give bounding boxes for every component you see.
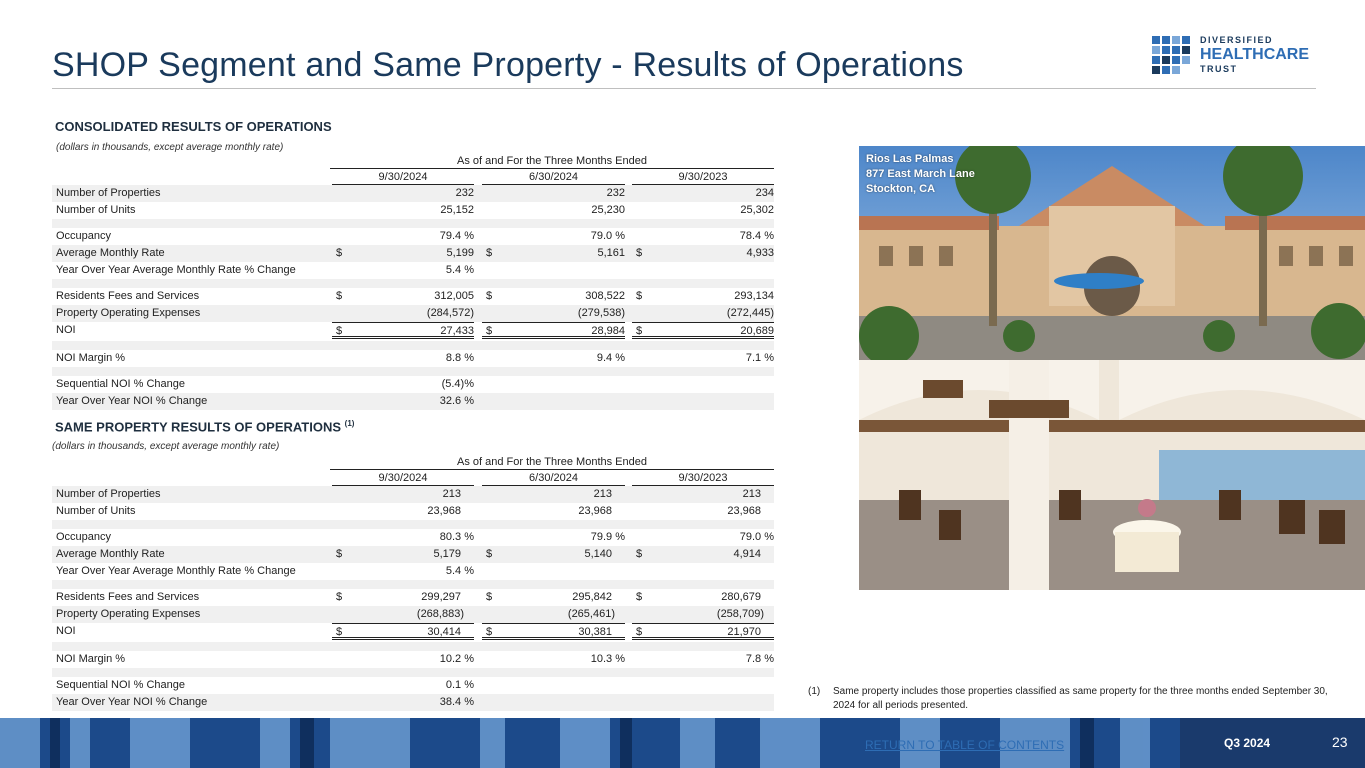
- cell-value: 30,414: [427, 626, 461, 638]
- cell-value: 299,297: [421, 591, 461, 603]
- cell-value: 0.1 %: [445, 679, 474, 691]
- cell-value: 5.4 %: [445, 565, 474, 577]
- cell-value: (272,445): [726, 307, 774, 319]
- footnote-number: (1): [808, 686, 821, 697]
- property-name: Rios Las Palmas: [866, 153, 954, 165]
- cell-value: 27,433: [440, 325, 474, 337]
- table-row: [52, 606, 774, 623]
- table-row: [52, 202, 774, 219]
- row-label: Year Over Year NOI % Change: [56, 696, 208, 708]
- row-label: Sequential NOI % Change: [56, 378, 186, 390]
- row-label: Number of Units: [56, 505, 136, 517]
- row-label: Number of Units: [56, 204, 136, 216]
- table-row: [52, 694, 774, 711]
- cell-value: 5,199: [446, 247, 474, 259]
- quarter-label: Q3 2024: [1224, 736, 1271, 750]
- row-label: NOI Margin %: [56, 352, 126, 364]
- table-row: [52, 185, 774, 202]
- table-row: [52, 350, 774, 367]
- footnote-ref: (1): [344, 419, 355, 428]
- footer-band: [0, 718, 1365, 768]
- cell-value: 213: [442, 488, 461, 500]
- cell-value: 7.8 %: [745, 653, 774, 665]
- page-title: SHOP Segment and Same Property - Results of Operations: [52, 46, 964, 84]
- table-row: [52, 486, 774, 503]
- cell-value: 78.4 %: [739, 230, 774, 242]
- row-label: Year Over Year Average Monthly Rate % Change: [56, 565, 296, 577]
- cell-value: 38.4 %: [439, 696, 474, 708]
- table-row: [52, 322, 774, 341]
- property-interior-photo: [859, 360, 1365, 590]
- currency-symbol: $: [636, 247, 643, 259]
- property-street: 877 East March Lane: [866, 168, 975, 180]
- table-row: [52, 529, 774, 546]
- cell-value: 308,522: [585, 290, 625, 302]
- cell-value: 5,140: [584, 548, 612, 560]
- row-label: Property Operating Expenses: [56, 307, 201, 319]
- row-label: NOI: [56, 324, 76, 336]
- consolidated-subheading: (dollars in thousands, except average monthly rate): [56, 142, 284, 153]
- column-header: 9/30/2024: [332, 171, 474, 185]
- table-row: [52, 503, 774, 520]
- same-property-subheading: (dollars in thousands, except average monthly rate): [52, 441, 280, 452]
- currency-symbol: $: [336, 626, 343, 638]
- row-label: Number of Properties: [56, 488, 161, 500]
- cell-value: 4,914: [733, 548, 761, 560]
- photo-caption: [866, 152, 975, 197]
- table-row: [52, 288, 774, 305]
- property-city: Stockton, CA: [866, 183, 936, 195]
- cell-value: 5,161: [597, 247, 625, 259]
- logo-mark-icon: [1152, 36, 1196, 76]
- cell-value: 30,381: [578, 626, 612, 638]
- cell-value: (268,883): [416, 608, 464, 620]
- cell-value: 79.0 %: [739, 531, 774, 543]
- cell-value: 9.4 %: [596, 352, 625, 364]
- currency-symbol: $: [336, 591, 343, 603]
- logo-line-1: DIVERSIFIED: [1200, 35, 1274, 45]
- cell-value: 21,970: [727, 626, 761, 638]
- currency-symbol: $: [486, 626, 493, 638]
- cell-value: 232: [455, 187, 474, 199]
- cell-value: 234: [755, 187, 774, 199]
- currency-symbol: $: [486, 247, 493, 259]
- page-number: 23: [1332, 734, 1348, 750]
- logo-line-2: HEALTHCARE: [1200, 46, 1310, 63]
- cell-value: 79.9 %: [590, 531, 625, 543]
- cell-value: 25,302: [740, 204, 774, 216]
- currency-symbol: $: [636, 548, 643, 560]
- cell-value: 80.3 %: [439, 531, 474, 543]
- cell-value: 23,968: [427, 505, 461, 517]
- row-label: Average Monthly Rate: [56, 548, 165, 560]
- cell-value: 8.8 %: [445, 352, 474, 364]
- currency-symbol: $: [636, 325, 643, 337]
- cell-value: 10.3 %: [590, 653, 625, 665]
- table-row: [52, 228, 774, 245]
- row-label: Residents Fees and Services: [56, 591, 200, 603]
- column-header: 9/30/2023: [632, 171, 774, 185]
- currency-symbol: $: [636, 591, 643, 603]
- column-header: 6/30/2024: [482, 171, 625, 185]
- cell-value: 25,152: [440, 204, 474, 216]
- row-label: Number of Properties: [56, 187, 161, 199]
- cell-value: 79.4 %: [439, 230, 474, 242]
- consolidated-heading: CONSOLIDATED RESULTS OF OPERATIONS: [55, 119, 332, 134]
- return-to-toc-link[interactable]: RETURN TO TABLE OF CONTENTS: [865, 738, 1065, 752]
- table-row: [52, 262, 774, 279]
- consolidated-table: [52, 155, 774, 410]
- cell-value: 32.6 %: [439, 395, 474, 407]
- same-property-table: [52, 456, 774, 711]
- cell-value: 10.2 %: [439, 653, 474, 665]
- currency-symbol: $: [636, 626, 643, 638]
- currency-symbol: $: [486, 290, 493, 302]
- table-row: [52, 623, 774, 642]
- cell-value: 28,984: [591, 325, 625, 337]
- cell-value: 295,842: [572, 591, 612, 603]
- table-row: [52, 305, 774, 322]
- cell-value: (279,538): [577, 307, 625, 319]
- footnote-text: Same property includes those properties classified as same property for the three months ended September 30, 2024 for all periods presented.: [833, 686, 1328, 711]
- column-header: 6/30/2024: [482, 472, 625, 486]
- cell-value: (284,572): [426, 307, 474, 319]
- cell-value: 280,679: [721, 591, 761, 603]
- row-label: NOI Margin %: [56, 653, 126, 665]
- cell-value: 232: [606, 187, 625, 199]
- currency-symbol: $: [336, 548, 343, 560]
- row-label: Average Monthly Rate: [56, 247, 165, 259]
- row-label: Occupancy: [56, 230, 112, 242]
- cell-value: 79.0 %: [590, 230, 625, 242]
- column-header: 9/30/2024: [332, 472, 474, 486]
- currency-symbol: $: [486, 548, 493, 560]
- row-label: NOI: [56, 625, 76, 637]
- cell-value: (5.4)%: [441, 378, 474, 390]
- table-row: [52, 245, 774, 262]
- cell-value: 312,005: [434, 290, 474, 302]
- table-row: [52, 393, 774, 410]
- company-logo: [1152, 36, 1322, 78]
- row-label: Residents Fees and Services: [56, 290, 200, 302]
- title-divider: [52, 88, 1316, 89]
- table-row: [52, 376, 774, 393]
- cell-value: 20,689: [740, 325, 774, 337]
- same-property-heading: [55, 419, 354, 434]
- table-row: [52, 589, 774, 606]
- cell-value: 293,134: [734, 290, 774, 302]
- row-label: Year Over Year Average Monthly Rate % Change: [56, 264, 296, 276]
- cell-value: 213: [742, 488, 761, 500]
- column-header: 9/30/2023: [632, 472, 774, 486]
- cell-value: 213: [593, 488, 612, 500]
- table-row: [52, 546, 774, 563]
- row-label: Sequential NOI % Change: [56, 679, 186, 691]
- cell-value: 23,968: [578, 505, 612, 517]
- cell-value: 4,933: [746, 247, 774, 259]
- currency-symbol: $: [636, 290, 643, 302]
- table-row: [52, 651, 774, 668]
- currency-symbol: $: [336, 247, 343, 259]
- cell-value: (265,461): [567, 608, 615, 620]
- row-label: Year Over Year NOI % Change: [56, 395, 208, 407]
- table-row: [52, 677, 774, 694]
- same-property-heading-text: SAME PROPERTY RESULTS OF OPERATIONS: [55, 419, 342, 435]
- currency-symbol: $: [336, 325, 343, 337]
- row-label: Property Operating Expenses: [56, 608, 201, 620]
- period-header: As of and For the Three Months Ended: [330, 456, 774, 470]
- logo-line-3: TRUST: [1200, 64, 1238, 74]
- table-row: [52, 563, 774, 580]
- currency-symbol: $: [486, 325, 493, 337]
- cell-value: 5,179: [433, 548, 461, 560]
- currency-symbol: $: [336, 290, 343, 302]
- currency-symbol: $: [486, 591, 493, 603]
- cell-value: (258,709): [716, 608, 764, 620]
- row-label: Occupancy: [56, 531, 112, 543]
- cell-value: 7.1 %: [745, 352, 774, 364]
- cell-value: 25,230: [591, 204, 625, 216]
- cell-value: 5.4 %: [445, 264, 474, 276]
- period-header: As of and For the Three Months Ended: [330, 155, 774, 169]
- cell-value: 23,968: [727, 505, 761, 517]
